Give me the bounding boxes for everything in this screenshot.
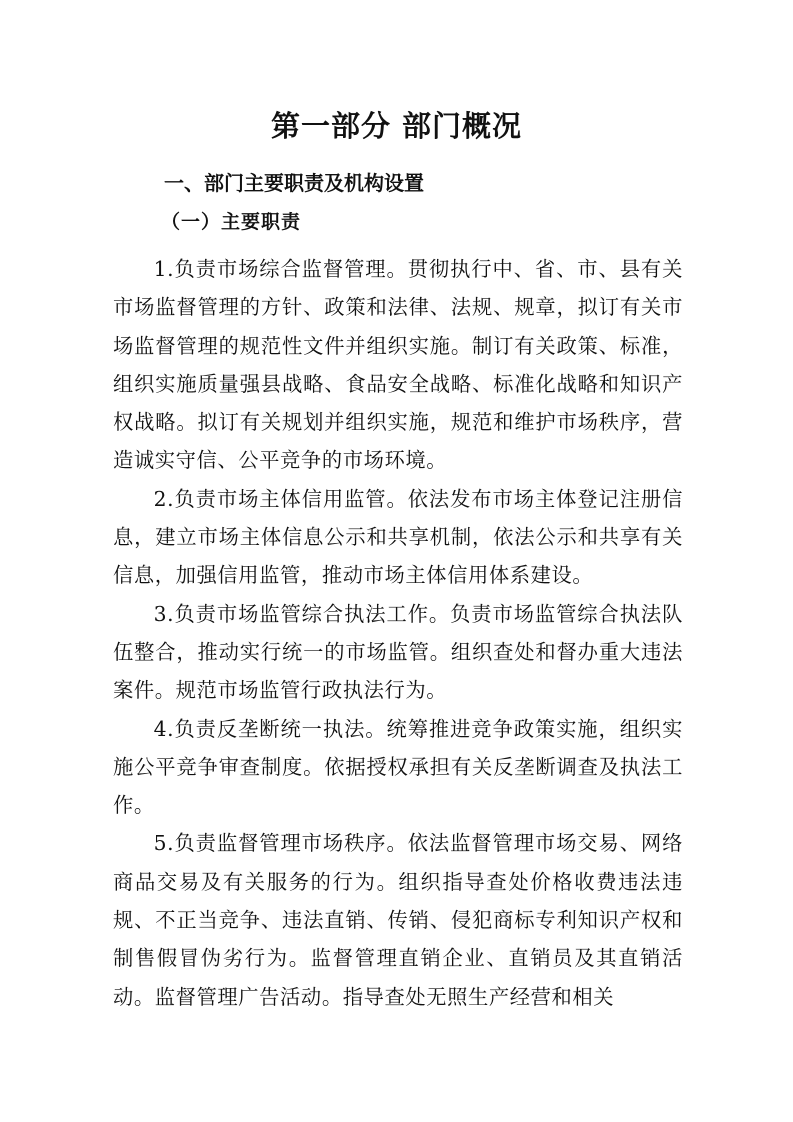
section-heading: 一、部门主要职责及机构设置 (164, 171, 424, 195)
paragraph-duty-2: 2.负责市场主体信用监管。依法发布市场主体登记注册信息，建立市场主体信息公示和共享机制，依法公示和共享有关信息，加强信用监管，推动市场主体信用体系建设。 (113, 486, 683, 588)
page-title: 第一部分 部门概况 (270, 109, 523, 143)
paragraph-duty-1: 1.负责市场综合监督管理。贯彻执行中、省、市、县有关市场监督管理的方针、政策和法律、法规、规章，拟订有关市场监督管理的规范性文件并组织实施。制订有关政策、标准，组织实施质量强县战略、食品安全战略、标准化战略和知识产权战略。拟订有关规划并组织实施，规范和维护市场秩序，营造诚实守信、公平竞争的市场环境。 (113, 257, 683, 473)
paragraph-duty-4: 4.负责反垄断统一执法。统筹推进竞争政策实施，组织实施公平竞争审查制度。依据授权承担有关反垄断调查及执法工作。 (113, 716, 683, 818)
paragraph-duty-5: 5.负责监督管理市场秩序。依法监督管理市场交易、网络商品交易及有关服务的行为。组织指导查处价格收费违法违规、不正当竞争、违法直销、传销、侵犯商标专利知识产权和制售假冒伪劣行为。监督管理直销企业、直销员及其直销活动。监督管理广告活动。指导查处无照生产经营和相关 (113, 831, 683, 1009)
body-text (113, 250, 683, 1016)
subsection-heading: （一）主要职责 (161, 211, 302, 233)
paragraph-duty-3: 3.负责市场监管综合执法工作。负责市场监管综合执法队伍整合，推动实行统一的市场监管。组织查处和督办重大违法案件。规范市场监管行政执法行为。 (113, 601, 683, 703)
